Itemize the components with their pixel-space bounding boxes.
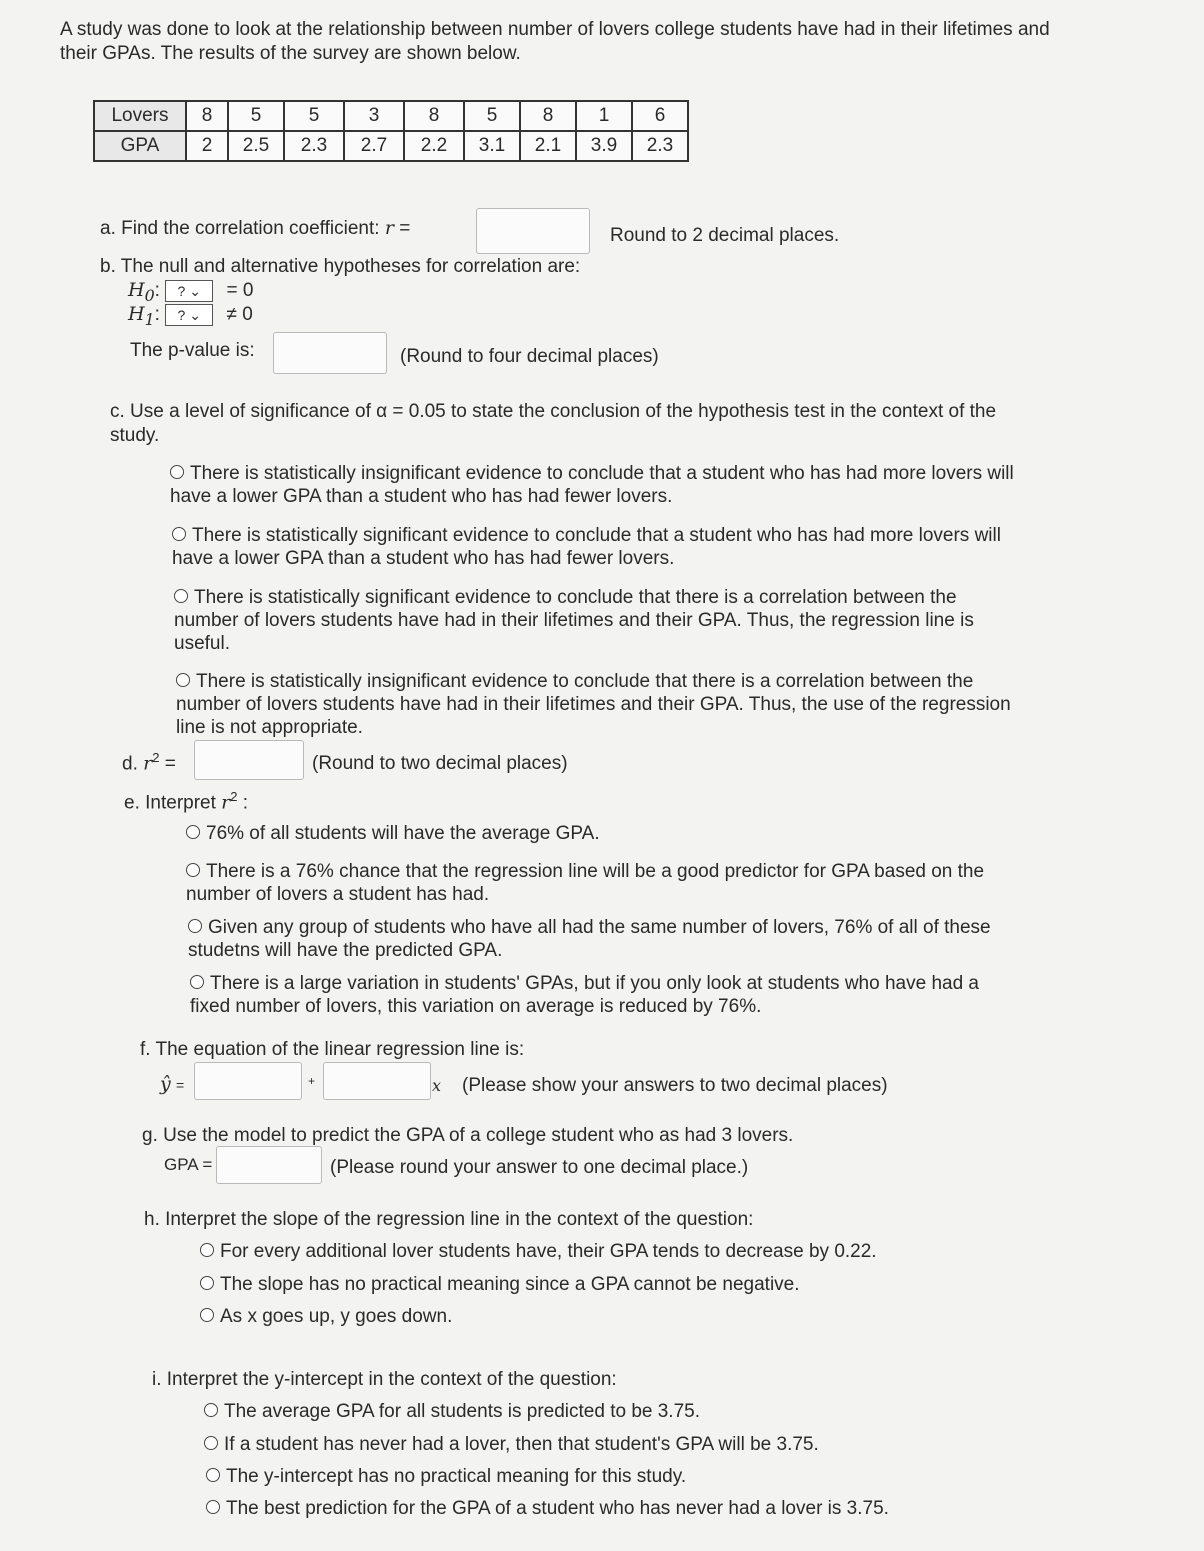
option-c-1[interactable]: There is statistically insignificant evidence to conclude that a student who has had more lovers will have a lower GPA than a student who has had fewer lovers.	[170, 463, 1014, 507]
question-d: d. $r^2$ =	[122, 750, 176, 775]
table-cell: 2	[186, 131, 228, 161]
correlation-input[interactable]	[476, 208, 590, 254]
table-cell: 5	[228, 101, 284, 131]
radio-button[interactable]	[204, 1436, 218, 1450]
table-row-lovers	[94, 101, 688, 131]
h0-row: $H_0$: ? ⌄ = 0	[128, 279, 254, 305]
radio-button[interactable]	[186, 825, 200, 839]
chevron-down-icon: ⌄	[189, 282, 201, 299]
correlation-hint: Round to 2 decimal places.	[610, 225, 840, 246]
h0-select[interactable]: ? ⌄	[165, 280, 213, 302]
option-h-1[interactable]: For every additional lover students have, their GPA tends to decrease by 0.22.	[200, 1240, 900, 1263]
r-squared-hint: (Round to two decimal places)	[312, 753, 568, 774]
option-c-3[interactable]: There is statistically significant evidence to conclude that there is a correlation between the number of lovers students have had in their lifetimes and their GPA. Thus, the regression line is useful.	[174, 587, 974, 654]
pvalue-input[interactable]	[273, 332, 387, 374]
option-e-2[interactable]: There is a 76% chance that the regression line will be a good predictor for GPA based on the number of lovers a student has had.	[186, 861, 985, 905]
option-h-3[interactable]: As x goes up, y goes down.	[200, 1305, 900, 1328]
option-c-4[interactable]: There is statistically insignificant evidence to conclude that there is a correlation between the number of lovers students have had in their lifetimes and their GPA. Thus, the use of the regression line is not appropriate.	[176, 671, 1011, 738]
option-h-2[interactable]: The slope has no practical meaning since a GPA cannot be negative.	[200, 1273, 900, 1296]
table-cell: 8	[520, 101, 576, 131]
option-e-4[interactable]: There is a large variation in students' GPAs, but if you only look at students who have had a fixed number of lovers, this variation on average is reduced by 76%.	[190, 973, 979, 1017]
question-h-text: h. Interpret the slope of the regression line in the context of the question:	[144, 1209, 754, 1230]
radio-button[interactable]	[200, 1308, 214, 1322]
h0-label: $H_0$	[128, 279, 155, 305]
yhat-label: ŷ =	[160, 1073, 185, 1095]
x-variable: x	[432, 1076, 442, 1095]
question-i-text: i. Interpret the y-intercept in the context of the question:	[152, 1369, 617, 1390]
table-cell: 8	[404, 101, 464, 131]
table-cell: 1	[576, 101, 632, 131]
h1-select[interactable]: ? ⌄	[165, 304, 213, 326]
radio-button[interactable]	[190, 975, 204, 989]
row-label-gpa: GPA	[94, 131, 186, 161]
question-a	[100, 216, 410, 241]
r-symbol: r	[384, 217, 394, 239]
option-e-1[interactable]: 76% of all students will have the average GPA.	[186, 822, 986, 845]
table-cell: 3.9	[576, 131, 632, 161]
option-i-4[interactable]: The best prediction for the GPA of a student who has never had a lover is 3.75.	[206, 1497, 906, 1520]
radio-button[interactable]	[170, 465, 184, 479]
table-cell: 2.2	[404, 131, 464, 161]
question-e: e. Interpret $r^2$ :	[124, 789, 249, 814]
question-g-text: g. Use the model to predict the GPA of a college student who as had 3 lovers.	[142, 1125, 794, 1146]
row-label-lovers: Lovers	[94, 101, 186, 131]
option-i-3[interactable]: The y-intercept has no practical meaning for this study.	[206, 1465, 906, 1488]
h1-label: $H_1$	[128, 303, 155, 329]
table-cell: 3	[344, 101, 404, 131]
option-c-2[interactable]: There is statistically significant evidence to conclude that a student who has had more lovers will have a lower GPA than a student who has had fewer lovers.	[172, 525, 1001, 569]
radio-button[interactable]	[186, 863, 200, 877]
table-row-gpa	[94, 131, 688, 161]
question-a-text: a. Find the correlation coefficient:	[100, 218, 380, 239]
option-i-2[interactable]: If a student has never had a lover, then that student's GPA will be 3.75.	[204, 1433, 904, 1456]
radio-button[interactable]	[176, 673, 190, 687]
equals-sign: =	[399, 218, 411, 239]
table-cell: 8	[186, 101, 228, 131]
table-cell: 5	[464, 101, 520, 131]
question-b-text: b. The null and alternative hypotheses for correlation are:	[100, 256, 581, 277]
radio-button[interactable]	[206, 1500, 220, 1514]
data-table	[93, 100, 689, 162]
regression-hint: (Please show your answers to two decimal places)	[462, 1075, 888, 1096]
gpa-hint: (Please round your answer to one decimal place.)	[330, 1157, 749, 1178]
pvalue-label: The p-value is:	[130, 340, 255, 361]
h1-row: $H_1$: ? ⌄ ≠ 0	[128, 303, 253, 329]
gpa-label: GPA =	[164, 1155, 213, 1174]
intercept-input[interactable]	[194, 1062, 302, 1100]
radio-button[interactable]	[200, 1276, 214, 1290]
table-cell: 5	[284, 101, 344, 131]
r-squared-input[interactable]	[194, 740, 304, 780]
question-c-text: c. Use a level of significance of α = 0.05 to state the conclusion of the hypothesis test in the context of the study.	[110, 401, 997, 446]
radio-button[interactable]	[174, 589, 188, 603]
problem-intro: A study was done to look at the relationship between number of lovers college students have had in their lifetimes and their GPAs. The results of the survey are shown below.	[60, 19, 1050, 64]
question-f-text: f. The equation of the linear regression line is:	[140, 1039, 525, 1060]
gpa-input[interactable]	[216, 1146, 322, 1184]
pvalue-hint: (Round to four decimal places)	[400, 346, 659, 367]
radio-button[interactable]	[200, 1243, 214, 1257]
radio-button[interactable]	[204, 1403, 218, 1417]
table-cell: 3.1	[464, 131, 520, 161]
chevron-down-icon: ⌄	[189, 306, 201, 323]
h0-relation: = 0	[226, 280, 254, 301]
radio-button[interactable]	[206, 1468, 220, 1482]
h1-relation: ≠ 0	[226, 304, 253, 325]
radio-button[interactable]	[188, 919, 202, 933]
table-cell: 2.3	[284, 131, 344, 161]
radio-button[interactable]	[172, 527, 186, 541]
table-cell: 2.1	[520, 131, 576, 161]
option-i-1[interactable]: The average GPA for all students is predicted to be 3.75.	[204, 1400, 904, 1423]
slope-input[interactable]	[323, 1062, 431, 1100]
table-cell: 6	[632, 101, 688, 131]
table-cell: 2.3	[632, 131, 688, 161]
option-e-3[interactable]: Given any group of students who have all had the same number of lovers, 76% of all of these studetns will have the predicted GPA.	[188, 917, 991, 961]
plus-sign: +	[308, 1074, 316, 1088]
table-cell: 2.7	[344, 131, 404, 161]
table-cell: 2.5	[228, 131, 284, 161]
